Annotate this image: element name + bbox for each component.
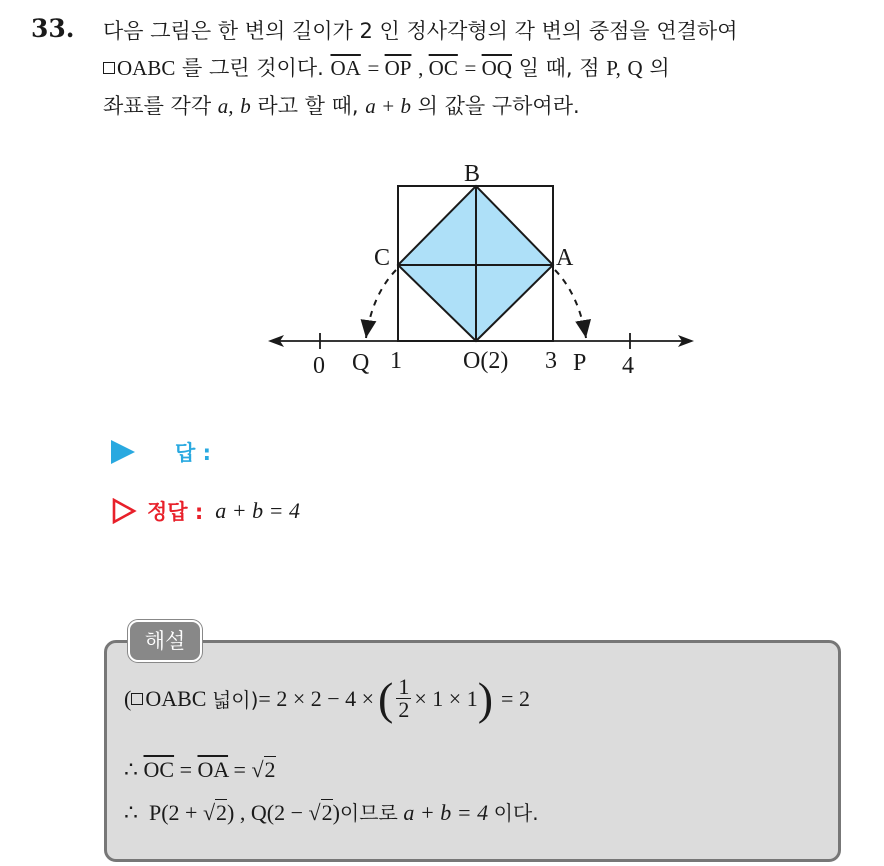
play-triangle-icon	[111, 440, 135, 464]
question-line-2: OABC 를 그린 것이다. $\overline{OA} = \overline{OP}$ , $\overline{OC} = \overline{OQ}$ 일 때, 점 P, Q 의	[103, 52, 670, 82]
outline-triangle-icon	[111, 498, 137, 524]
solution-line-3	[124, 797, 539, 826]
s3-radicand-p: 2	[216, 800, 228, 825]
therefore-symbol-2: ∴	[124, 800, 138, 825]
segment-oc: $\overline{OC}$	[428, 56, 458, 80]
q2-text-a: 를 그린 것이다.	[182, 56, 324, 80]
s2-segment-oc: $\overline{OC}$	[143, 757, 175, 782]
s3-ko-b: 이다.	[493, 801, 539, 825]
label-a: A	[556, 245, 574, 271]
s1-expr-b: × 1 × 1	[414, 685, 478, 711]
q3-text-c: 의 값을 구하여라.	[417, 94, 580, 118]
shape-name: OABC	[117, 56, 176, 80]
s1-area-word: 넓이)	[211, 688, 259, 712]
point-p-text: P,	[606, 56, 621, 80]
label-tick-4: 4	[622, 353, 634, 379]
question-number: 33.	[31, 14, 75, 43]
label-tick-1: 1	[390, 348, 402, 374]
s1-expr-a: = 2 × 2 − 4 ×	[258, 685, 375, 711]
arc-a-to-p	[555, 270, 586, 338]
frac-num: 1	[398, 674, 410, 699]
s3-comma: ,	[239, 800, 246, 825]
correct-answer-row	[111, 496, 300, 526]
s1-shape: OABC	[145, 685, 207, 711]
q2-text-b: 일 때, 점	[518, 56, 600, 80]
s2-radicand: 2	[264, 757, 276, 782]
label-tick-0: 0	[313, 353, 325, 379]
s3-radicand-q: 2	[321, 800, 333, 825]
s3-p-close: )	[227, 800, 235, 825]
s3-q-close: )	[332, 800, 340, 825]
answer-label: 답 :	[175, 441, 211, 465]
s1-expr-c: = 2	[501, 685, 530, 711]
s2-segment-oa: $\overline{OA}$	[197, 757, 229, 782]
correct-label: 정답 :	[147, 500, 204, 524]
fraction-one-half	[396, 676, 411, 721]
point-q-text: Q	[627, 56, 643, 80]
geometry-figure	[0, 0, 884, 400]
square-symbol-2	[131, 693, 143, 705]
s3-q-open: Q(2 −	[250, 800, 303, 825]
sqrt-symbol-p: √	[202, 800, 216, 825]
arc-c-to-q	[366, 270, 396, 338]
s2-eq2: =	[233, 757, 246, 782]
q3-text-b: 라고 할 때,	[257, 94, 359, 118]
label-b: B	[464, 161, 481, 187]
q3-text-a: 좌표를 각각	[103, 94, 212, 118]
s3-ko-a: 이므로	[339, 801, 398, 825]
segment-oq: $\overline{OQ}$	[481, 56, 512, 80]
label-o: O(2)	[463, 348, 509, 374]
correct-value: a + b = 4	[215, 498, 300, 523]
question-line-1: 다음 그림은 한 변의 길이가 2 인 정사각형의 각 변의 중점을 연결하여	[103, 19, 738, 43]
therefore-symbol-1: ∴	[124, 757, 138, 782]
label-q: Q	[352, 350, 370, 376]
solution-line-2	[124, 757, 276, 783]
var-b: b	[240, 94, 251, 118]
answer-row	[111, 437, 211, 467]
frac-den: 2	[398, 697, 410, 722]
solution-line-1: ( OABC 넓이) = 2 × 2 − 4 × ( $\frac{1}{2}$ × 1 × 1 ) = 2	[124, 673, 530, 724]
s3-expr: a + b = 4	[403, 800, 489, 825]
segment-op: $\overline{OP}$	[384, 56, 412, 80]
s3-p-open: P(2 +	[149, 800, 198, 825]
var-a: a,	[217, 94, 234, 118]
segment-oa: $\overline{OA}$	[330, 56, 361, 80]
sqrt-symbol: √	[251, 757, 264, 782]
label-tick-3: 3	[545, 348, 557, 374]
expr-a-plus-b: a + b	[365, 94, 411, 118]
solution-tag: 해설	[128, 620, 202, 662]
sqrt-symbol-q: √	[308, 800, 321, 825]
label-c: C	[374, 245, 391, 271]
label-p: P	[573, 350, 587, 376]
s1-paren: (	[124, 685, 132, 711]
s2-eq: =	[179, 757, 192, 782]
q2-text-c: 의	[649, 56, 670, 80]
